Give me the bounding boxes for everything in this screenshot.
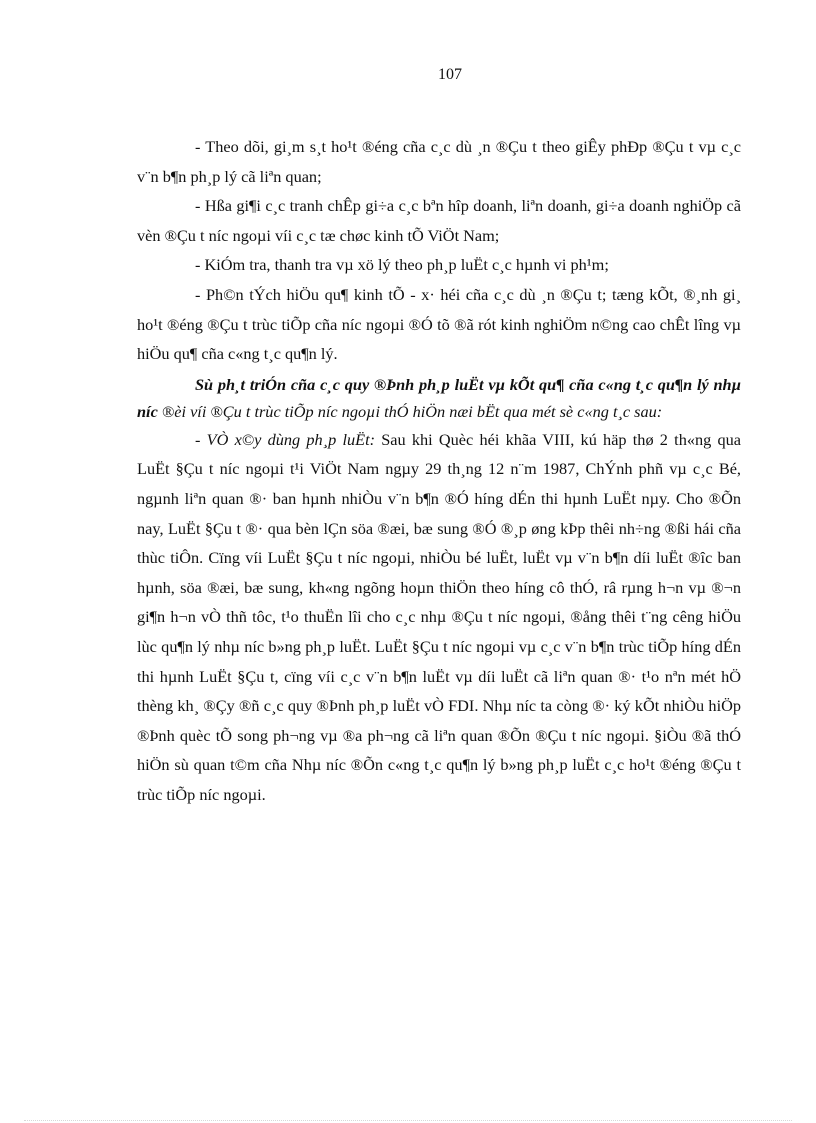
paragraph-mediation: - Hßa gi¶i c¸c tranh chÊp gi÷a c¸c bªn hîp doanh, liªn doanh, gi÷a doanh nghiÖp cã vèn ®Çu t níc ngoµi víi c¸c tæ chøc kinh tÕ ViÖt Nam;: [137, 196, 741, 245]
section-heading-bold: Sù ph¸t triÓn cña c¸c quy ®Þnh ph¸p luËt vµ kÕt qu¶ cña c«ng t¸c qu¶n lý nhµ níc: [137, 374, 741, 421]
paragraph-legislation-lead: - VÒ x©y dùng ph¸p luËt:: [195, 429, 376, 449]
paragraph-monitoring: - Theo dõi, gi¸m s¸t ho¹t ®éng cña c¸c dù ¸n ®Çu t theo giÊy phÐp ®Çu t vµ c¸c v¨n b¶n ph¸p lý cã liªn quan;: [137, 137, 741, 186]
page-bottom-divider: [24, 1120, 792, 1121]
section-heading: [137, 371, 741, 425]
body-text: [137, 132, 741, 809]
paragraph-legislation-body: Sau khi Quèc héi khãa VIII, kú häp thø 2 th«ng qua LuËt §Çu t níc ngoµi t¹i ViÖt Nam ngµy 29 th¸ng 12 n¨m 1987, ChÝnh phñ vµ c¸c Bé, ngµnh liªn quan ®· ban hµnh nhiÒu v¨n b¶n ®Ó híng dÉn thi hµnh LuËt nµy. Cho ®Õn nay, LuËt §Çu t ®· qua bèn lÇn söa ®æi, bæ sung ®Ó ®¸p øng kÞp thêi nh÷ng ®ßi hái cña thùc tiÔn. Cïng víi LuËt §Çu t níc ngoµi, nhiÒu bé luËt, luËt vµ v¨n b¶n díi luËt ®îc ban hµnh, söa ®æi, bæ sung, kh«ng ngõng hoµn thiÖn theo híng cô thÓ, râ rµng h¬n vµ ®¬n gi¶n h¬n vÒ thñ tôc, t¹o thuËn lîi cho c¸c nhµ ®Çu t níc ngoµi, ®ång thêi t¨ng cêng hiÖu lùc qu¶n lý nhµ níc b»ng ph¸p luËt. LuËt §Çu t níc ngoµi vµ c¸c v¨n b¶n trùc tiÕp híng dÉn thi hµnh LuËt §Çu t, cïng víi c¸c v¨n b¶n luËt vµ díi luËt cã liªn quan ®· t¹o nªn mét hÖ thèng kh¸ ®Çy ®ñ c¸c quy ®Þnh ph¸p luËt vÒ FDI. Nhµ níc ta còng ®· ký kÕt nhiÒu hiÖp ®Þnh quèc tÕ song ph¬ng vµ ®a ph¬ng cã liªn quan ®Õn ®Çu t níc ngoµi. §iÒu ®ã thÓ hiÖn sù quan t©m cña Nhµ níc ®Õn c«ng t¸c qu¶n lý b»ng ph¸p luËt c¸c ho¹t ®éng ®Çu t trùc tiÕp níc ngoµi.: [137, 429, 741, 804]
paragraph-analysis: - Ph©n tÝch hiÖu qu¶ kinh tÕ - x· héi cña c¸c dù ¸n ®Çu t; tæng kÕt, ®¸nh gi¸ ho¹t ®éng ®Çu t trùc tiÕp cña níc ngoµi ®Ó tõ ®ã rót kinh nghiÖm n©ng cao chÊt lîng vµ hiÖu qu¶ cña c«ng t¸c qu¶n lý.: [137, 284, 741, 364]
paragraph-inspection: - KiÓm tra, thanh tra vµ xö lý theo ph¸p luËt c¸c hµnh vi ph¹m;: [195, 255, 609, 275]
page-number: 107: [438, 66, 462, 83]
section-heading-rest: ®èi víi ®Çu t trùc tiÕp níc ngoµi thÓ hiÖn næi bËt qua mét sè c«ng t¸c sau:: [157, 401, 663, 421]
paragraph-legislation: [137, 425, 741, 810]
